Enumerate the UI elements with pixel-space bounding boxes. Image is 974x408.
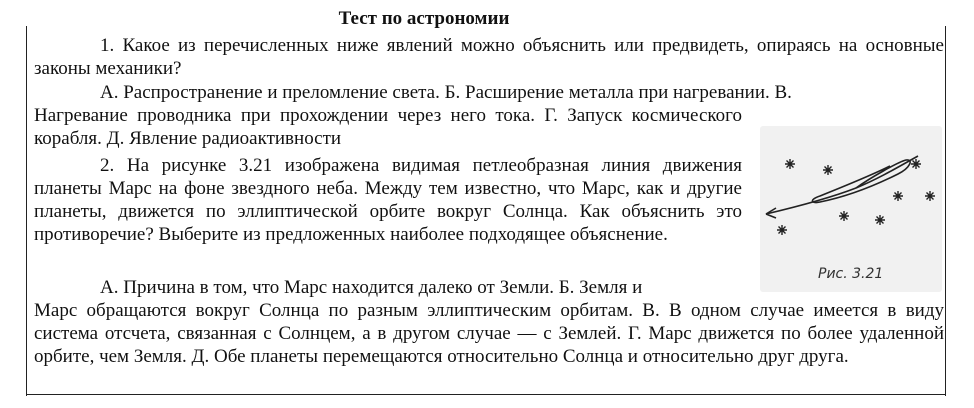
question-2-answers-line1 <box>34 276 742 299</box>
question-2-answers-start: А. Причина в том, что Марс находится далеко от Земли. Б. Земля и <box>100 277 643 298</box>
star-icon <box>893 191 903 201</box>
right-border <box>945 26 946 396</box>
figure-3-21 <box>760 126 942 292</box>
question-1-text: 1. Какое из перечисленных ниже явлений можно объяснить или предвидеть, опираясь на основные законы механики? <box>34 35 944 79</box>
bottom-border <box>26 394 946 395</box>
question-2-text: 2. На рисунке 3.21 изображена видимая петлеобразная линия движения планеты Марс на фоне звездного неба. Между тем известно, что Марс, как и другие планеты, движется по эллиптической орбите вокруг Солнца. Как объяснить это противоречие? Выберите из предложенных наиболее подходящее объяснение. <box>34 155 742 245</box>
figure-caption: Рис. 3.21 <box>818 266 884 282</box>
left-border <box>26 26 27 396</box>
question-2-answers-rest: Марс обращаются вокруг Солнца по разным эллиптическим орбитам. В. В одном случае имеется в виду система отсчета, связанная с Солнцем, а в другом случае — с Землей. Г. Марс движется по более удаленной орбите, чем Земля. Д. Обе планеты перемещаются относительно Солнца и относительно друг друга. <box>34 300 944 367</box>
star-icon <box>911 159 921 169</box>
star-icon <box>839 211 849 221</box>
star-icon <box>925 191 935 201</box>
star-icon <box>823 165 833 175</box>
question-1-answers-start: А. Распространение и преломление света. Б. Расширение металла при нагревании. В. <box>100 82 792 103</box>
question-1 <box>34 34 944 80</box>
question-1-answers-rest: Нагревание проводника при прохождении через него тока. Г. Запуск космического корабля. Д. Явление радиоактивности <box>34 105 742 149</box>
question-1-answers-line1 <box>34 81 944 104</box>
star-icon <box>785 159 795 169</box>
question-2 <box>34 154 742 246</box>
star-icon <box>777 225 787 235</box>
stars <box>777 159 935 235</box>
page-title: Тест по астрономии <box>338 8 510 29</box>
star-icon <box>875 215 885 225</box>
